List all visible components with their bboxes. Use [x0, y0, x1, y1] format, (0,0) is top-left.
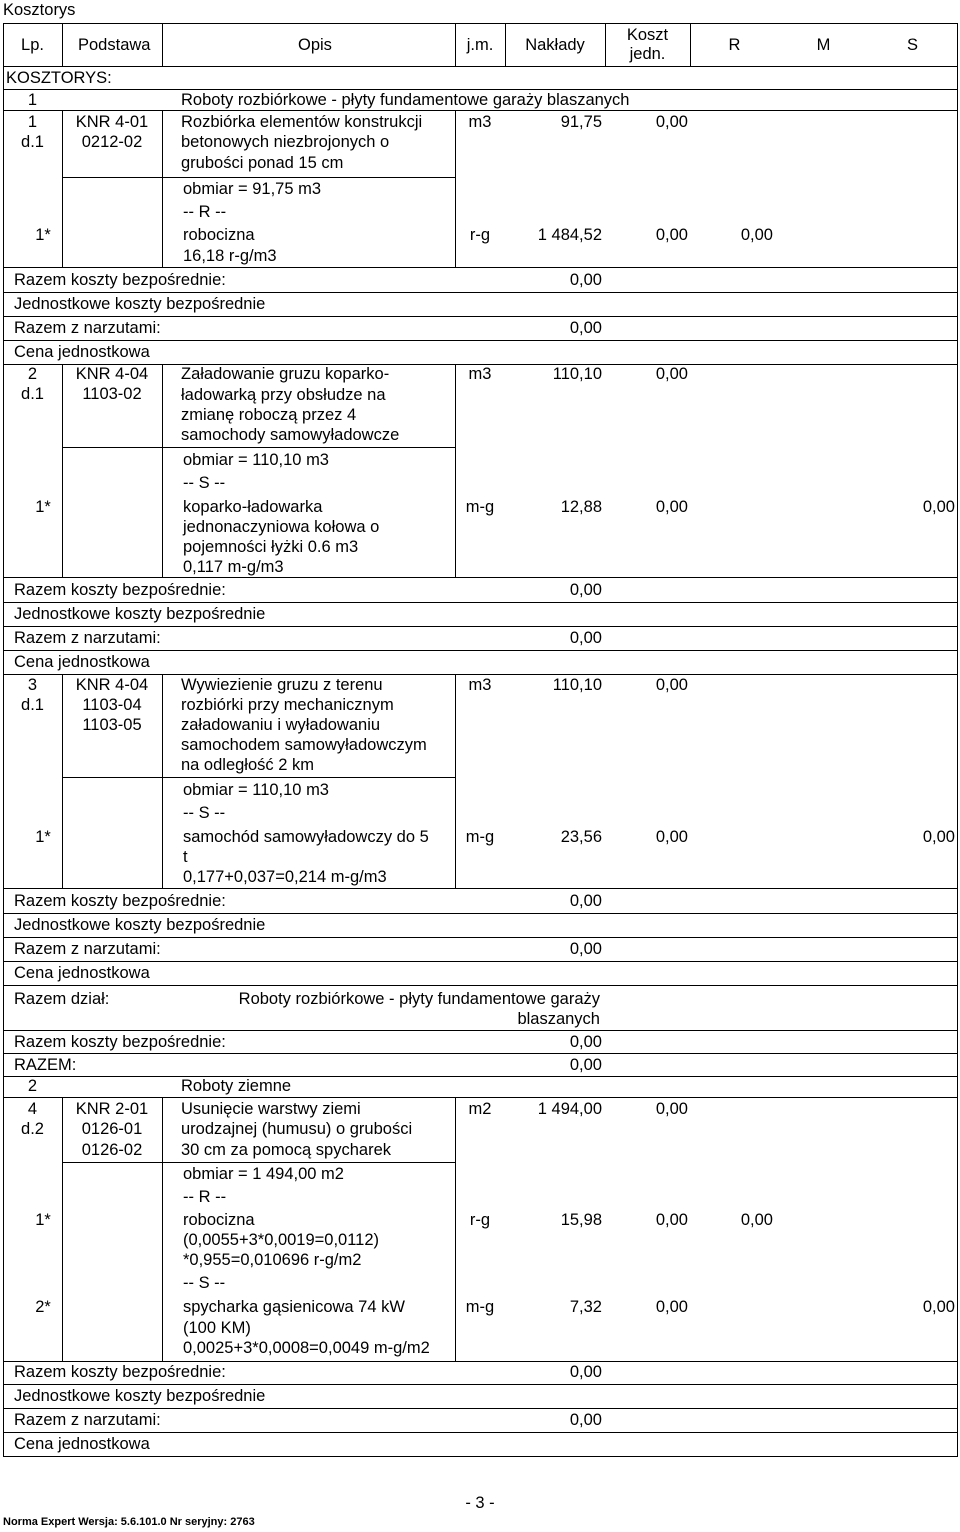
direct-costs-value: 0,00 — [569, 1363, 602, 1381]
position-description: samochody samowyładowcze — [181, 426, 400, 444]
resource-s-value: 0,00 — [922, 498, 955, 516]
frame-top — [3, 23, 957, 24]
col-lp-header: Lp. — [21, 36, 44, 54]
resource-unit-cost: 0,00 — [655, 498, 688, 516]
resource-unit: r-g — [469, 1211, 491, 1229]
unit-direct-costs-label: Jednostkowe koszty bezpośrednie — [14, 605, 266, 623]
resource-lp: 2* — [35, 1298, 51, 1316]
resource-quantity: 7,32 — [569, 1298, 602, 1316]
section-direct-costs-value: 0,00 — [569, 1033, 602, 1051]
hdr-sep — [62, 23, 63, 66]
total-with-markup-label: Razem z narzutami: — [14, 319, 161, 337]
position-basis: KNR 4-04 — [75, 676, 149, 694]
position-lp: 1 — [27, 113, 38, 131]
position-unit-cost: 0,00 — [655, 676, 688, 694]
resource-unit: m-g — [465, 828, 495, 846]
unit-price-label: Cena jednostkowa — [14, 1435, 150, 1453]
total-with-markup-label: Razem z narzutami: — [14, 629, 161, 647]
measurement: obmiar = 91,75 m3 — [183, 180, 322, 198]
row-sep — [62, 177, 455, 178]
resource-description: samochód samowyładowczy do 5 — [183, 828, 429, 846]
position-description: ładowarką przy obsłudze na — [181, 386, 386, 404]
position-basis: KNR 4-01 — [75, 113, 149, 131]
total-with-markup-label: Razem z narzutami: — [14, 940, 161, 958]
total-with-markup-label: Razem z narzutami: — [14, 1411, 161, 1429]
resource-norm: (0,0055+3*0,0019=0,0112) — [183, 1231, 380, 1249]
position-basis: 0126-01 — [81, 1120, 143, 1138]
resource-type: -- S -- — [183, 474, 226, 492]
resource-description: spycharka gąsienicowa 74 kW — [183, 1298, 405, 1316]
page-number: - 3 - — [465, 1494, 495, 1512]
row-sep — [3, 1030, 957, 1031]
resource-lp: 1* — [35, 828, 51, 846]
unit-direct-costs-label: Jednostkowe koszty bezpośrednie — [14, 295, 266, 313]
position-quantity: 1 494,00 — [537, 1100, 602, 1118]
cell-sep — [455, 364, 456, 577]
resource-unit-cost: 0,00 — [655, 828, 688, 846]
row-sep — [3, 913, 957, 914]
row-sep — [3, 577, 957, 578]
direct-costs-label: Razem koszty bezpośrednie: — [14, 1363, 226, 1381]
position-basis: 1103-04 — [82, 696, 142, 714]
resource-norm: 16,18 r-g/m3 — [183, 247, 277, 265]
position-unit: m3 — [468, 365, 492, 383]
position-basis: 1103-02 — [82, 385, 142, 403]
section-total-title-2: blaszanych — [517, 1010, 600, 1028]
row-sep — [3, 1408, 957, 1409]
row-sep — [3, 1053, 957, 1054]
row-sep — [3, 626, 957, 627]
position-unit: m3 — [468, 113, 492, 131]
cell-sep — [162, 1097, 163, 1361]
resource-lp: 1* — [35, 1211, 51, 1229]
hdr-sep — [162, 23, 163, 66]
position-basis: 1103-05 — [82, 716, 142, 734]
position-basis: 0126-02 — [81, 1141, 143, 1159]
row-sep — [3, 1384, 957, 1385]
col-opis-header: Opis — [298, 36, 332, 54]
col-podstawa-header: Podstawa — [78, 36, 151, 54]
resource-lp: 1* — [35, 226, 51, 244]
resource-unit: m-g — [465, 1298, 495, 1316]
position-quantity: 91,75 — [560, 113, 602, 131]
section-title: Roboty rozbiórkowe - płyty fundamentowe garaży blaszanych — [181, 91, 630, 109]
col-koszt-header-2: jedn. — [629, 45, 666, 63]
col-jm-header: j.m. — [466, 36, 494, 54]
resource-type: -- R -- — [183, 203, 227, 221]
row-sep — [3, 1432, 957, 1433]
position-quantity: 110,10 — [552, 365, 602, 383]
resource-description: pojemności łyżki 0.6 m3 — [183, 538, 359, 556]
position-lp: 2 — [27, 365, 38, 383]
grand-total-value: 0,00 — [569, 1056, 602, 1074]
row-sep — [3, 650, 957, 651]
frame-right — [957, 23, 958, 1457]
direct-costs-value: 0,00 — [569, 271, 602, 289]
section-number: 2 — [27, 1077, 38, 1095]
row-sep — [3, 1076, 957, 1077]
col-koszt-header: Koszt — [626, 26, 669, 44]
position-basis: KNR 4-04 — [75, 365, 149, 383]
resource-unit-cost: 0,00 — [655, 226, 688, 244]
position-description: 30 cm za pomocą spycharek — [181, 1141, 392, 1159]
position-unit: m3 — [468, 676, 492, 694]
col-r-header: R — [728, 36, 741, 54]
position-description: zmianę roboczą przez 4 — [181, 406, 357, 424]
row-sep — [3, 267, 957, 268]
resource-norm: 0,177+0,037=0,214 m-g/m3 — [183, 868, 387, 886]
row-sep — [62, 777, 455, 778]
row-sep — [3, 1097, 957, 1098]
resource-type: -- S -- — [183, 804, 226, 822]
resource-unit-cost: 0,00 — [655, 1211, 688, 1229]
unit-direct-costs-label: Jednostkowe koszty bezpośrednie — [14, 1387, 266, 1405]
position-description: urodzajnej (humusu) o grubości — [181, 1120, 413, 1138]
position-description: samochodem samowyładowczym — [181, 736, 427, 754]
position-unit-cost: 0,00 — [655, 365, 688, 383]
row-sep — [3, 316, 957, 317]
position-description: grubości ponad 15 cm — [181, 154, 344, 172]
direct-costs-label: Razem koszty bezpośrednie: — [14, 892, 226, 910]
total-with-markup-value: 0,00 — [569, 629, 602, 647]
resource-s-value: 0,00 — [922, 828, 955, 846]
cell-sep — [162, 364, 163, 577]
unit-direct-costs-label: Jednostkowe koszty bezpośrednie — [14, 916, 266, 934]
resource-description: koparko-ładowarka — [183, 498, 323, 516]
resource-description: robocizna — [183, 1211, 255, 1229]
position-description: załadowaniu i wyładowaniu — [181, 716, 381, 734]
row-sep — [62, 447, 455, 448]
resource-description: jednonaczyniowa kołowa o — [183, 518, 380, 536]
measurement: obmiar = 110,10 m3 — [183, 451, 329, 469]
position-unit-cost: 0,00 — [655, 1100, 688, 1118]
position-description: Załadowanie gruzu koparko- — [181, 365, 390, 383]
col-m-header: M — [816, 36, 831, 54]
cell-sep — [455, 674, 456, 888]
document-title: Kosztorys — [3, 1, 76, 19]
position-unit-cost: 0,00 — [655, 113, 688, 131]
position-description: rozbiórki przy mechanicznym — [181, 696, 394, 714]
section-title: Roboty ziemne — [181, 1077, 292, 1095]
section-direct-costs-label: Razem koszty bezpośrednie: — [14, 1033, 226, 1051]
resource-s-value: 0,00 — [922, 1298, 955, 1316]
position-unit: m2 — [468, 1100, 492, 1118]
resource-description: (100 KM) — [183, 1319, 251, 1337]
resource-unit: m-g — [465, 498, 495, 516]
direct-costs-value: 0,00 — [569, 581, 602, 599]
total-with-markup-value: 0,00 — [569, 1411, 602, 1429]
section-total-label: Razem dział: — [14, 990, 110, 1008]
position-lp-chapter: d.2 — [21, 1120, 44, 1138]
position-lp-chapter: d.1 — [21, 696, 44, 714]
total-with-markup-value: 0,00 — [569, 319, 602, 337]
resource-quantity: 23,56 — [560, 828, 602, 846]
resource-description: t — [183, 848, 188, 866]
position-description: Usunięcie warstwy ziemi — [181, 1100, 361, 1118]
position-description: na odległość 2 km — [181, 756, 314, 774]
resource-r-value: 0,00 — [740, 226, 773, 244]
row-sep — [3, 292, 957, 293]
direct-costs-label: Razem koszty bezpośrednie: — [14, 271, 226, 289]
col-s-header: S — [906, 36, 918, 54]
row-sep — [62, 1162, 455, 1163]
unit-price-label: Cena jednostkowa — [14, 343, 150, 361]
resource-lp: 1* — [35, 498, 51, 516]
resource-quantity: 1 484,52 — [537, 226, 602, 244]
resource-unit: r-g — [469, 226, 491, 244]
direct-costs-value: 0,00 — [569, 892, 602, 910]
row-sep — [3, 888, 957, 889]
position-lp-chapter: d.1 — [21, 133, 44, 151]
resource-norm: 0,0025+3*0,0008=0,0049 m-g/m2 — [183, 1339, 430, 1357]
position-basis: KNR 2-01 — [75, 1100, 149, 1118]
cell-sep — [162, 674, 163, 888]
direct-costs-label: Razem koszty bezpośrednie: — [14, 581, 226, 599]
cell-sep — [162, 110, 163, 267]
position-lp: 4 — [27, 1100, 38, 1118]
position-basis: 0212-02 — [81, 133, 143, 151]
position-description: Wywiezienie gruzu z terenu — [181, 676, 383, 694]
software-info: Norma Expert Wersja: 5.6.101.0 Nr seryjny: 2763 — [3, 1516, 255, 1528]
measurement: obmiar = 110,10 m3 — [183, 781, 329, 799]
col-naklady-header: Nakłady — [525, 36, 585, 54]
resource-quantity: 12,88 — [560, 498, 602, 516]
row-sep — [3, 961, 957, 962]
unit-price-label: Cena jednostkowa — [14, 653, 150, 671]
unit-price-label: Cena jednostkowa — [14, 964, 150, 982]
measurement: obmiar = 1 494,00 m2 — [183, 1165, 344, 1183]
total-with-markup-value: 0,00 — [569, 940, 602, 958]
resource-type: -- S -- — [183, 1274, 226, 1292]
hdr-bottom — [3, 66, 957, 67]
resource-type: -- R -- — [183, 1188, 227, 1206]
row-sep — [3, 602, 957, 603]
grand-total-label: RAZEM: — [14, 1056, 77, 1074]
resource-norm: *0,955=0,010696 r-g/m2 — [183, 1251, 362, 1269]
resource-quantity: 15,98 — [560, 1211, 602, 1229]
resource-description: robocizna — [183, 226, 255, 244]
row-sep — [3, 110, 957, 111]
frame-bottom — [3, 1456, 957, 1457]
resource-unit-cost: 0,00 — [655, 1298, 688, 1316]
row-sep — [3, 937, 957, 938]
kosztorys-label: KOSZTORYS: — [6, 69, 112, 87]
position-quantity: 110,10 — [552, 676, 602, 694]
section-total-title: Roboty rozbiórkowe - płyty fundamentowe garaży — [238, 990, 600, 1008]
section-number: 1 — [27, 91, 38, 109]
resource-r-value: 0,00 — [740, 1211, 773, 1229]
position-lp: 3 — [27, 676, 38, 694]
position-lp-chapter: d.1 — [21, 385, 44, 403]
position-description: betonowych niezbrojonych o — [181, 133, 390, 151]
resource-norm: 0,117 m-g/m3 — [183, 558, 284, 576]
row-sep — [3, 340, 957, 341]
position-description: Rozbiórka elementów konstrukcji — [181, 113, 423, 131]
row-sep — [3, 985, 957, 986]
